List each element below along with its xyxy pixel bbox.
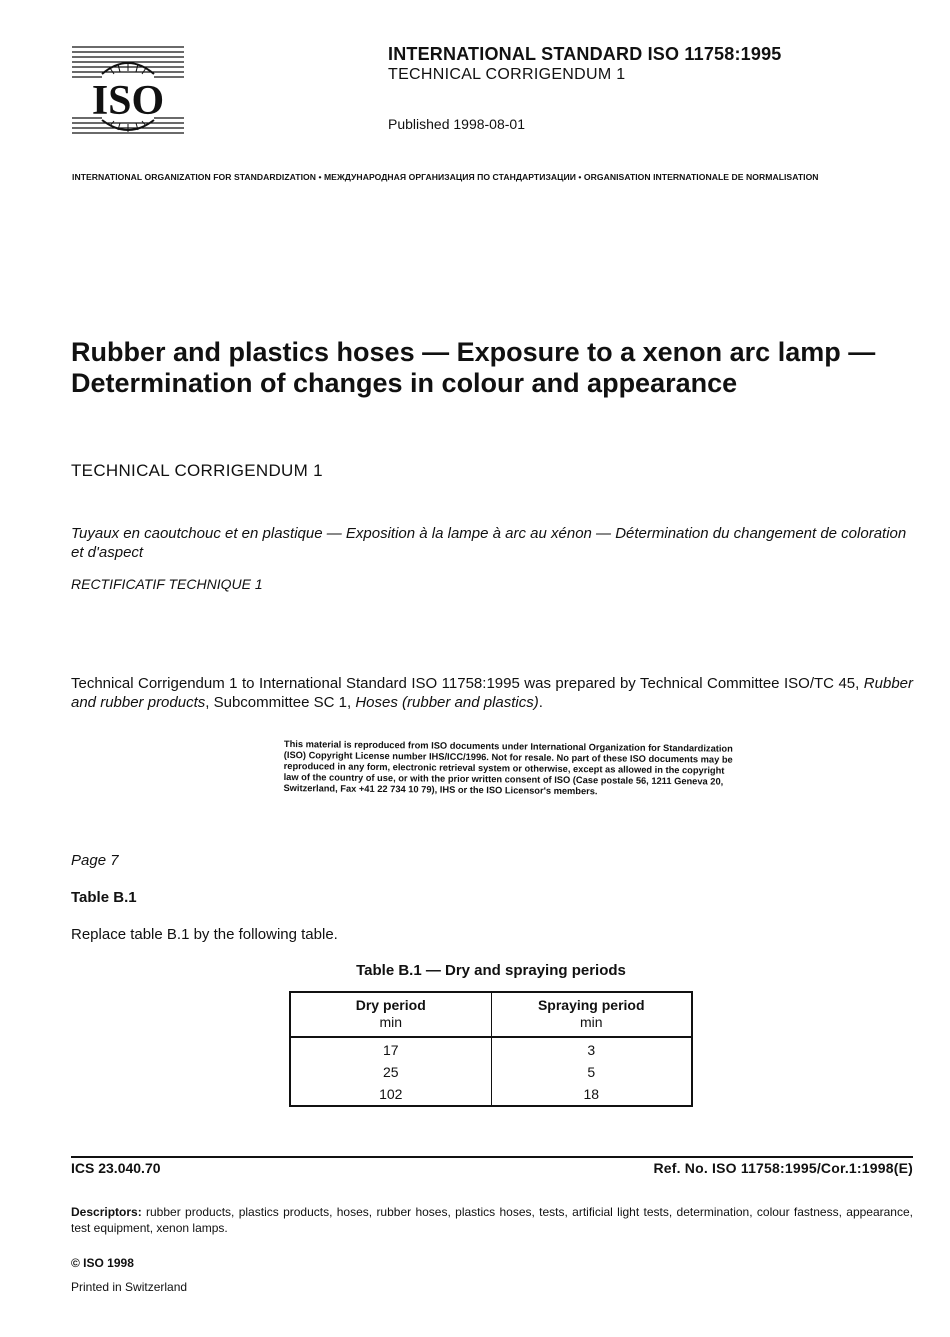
- table-header-row: [290, 992, 692, 1014]
- intro-text-2: , Subcommittee SC 1,: [205, 694, 356, 711]
- iso-logo: [72, 44, 184, 138]
- iso-logo-graphic: [72, 44, 184, 138]
- descriptors-text: rubber products, plastics products, hoses, rubber hoses, plastics hoses, tests, artificial light tests, determination, colour fastness, appearance, test equipment, xenon lamps.: [71, 1205, 913, 1235]
- table-row: [290, 1061, 692, 1083]
- document-title: Rubber and plastics hoses — Exposure to a xenon arc lamp — Determination of changes in colour and appearance: [71, 337, 876, 398]
- cell-spraying: 18: [583, 1086, 600, 1102]
- footer-divider: [71, 1156, 913, 1158]
- cell-dry: 25: [290, 1061, 491, 1083]
- cell-dry: 17: [290, 1037, 491, 1061]
- reference-number: Ref. No. ISO 11758:1995/Cor.1:1998(E): [653, 1160, 913, 1176]
- unit-spraying-period: min: [491, 1014, 692, 1037]
- french-corrigendum-heading: RECTIFICATIF TECHNIQUE 1: [71, 576, 263, 592]
- corrigendum-label: TECHNICAL CORRIGENDUM 1: [388, 66, 626, 83]
- committee-name: Rubber and rubber products: [71, 675, 913, 711]
- standard-title: INTERNATIONAL STANDARD ISO 11758:1995: [388, 44, 782, 64]
- copyright-notice: This material is reproduced from ISO documents under International Organization for Standardization (ISO) Copyright License number IHS/ICC/1996. Not for resale. No part of these ISO documents may be reproduced in any form, electronic retrieval system or otherwise, except as allowed in the copyright law of the country of use, or with the prior written consent of ISO (Case postale 56, 1211 Geneva 20, Switzerland, Fax +41 22 734 10 79), IHS or the ISO Licensor's members.: [283, 739, 733, 797]
- intro-paragraph: [71, 674, 913, 712]
- subcommittee-name: Hoses (rubber and plastics): [355, 694, 539, 711]
- intro-text-1: Technical Corrigendum 1 to International Standard ISO 11758:1995 was prepared by Technical Committee ISO/TC 45,: [71, 675, 864, 692]
- intro-text-3: .: [538, 694, 543, 711]
- table-row: [290, 1083, 692, 1106]
- periods-table: [289, 991, 693, 1107]
- iso-logo-lettering: ISO: [91, 78, 165, 124]
- printed-in: Printed in Switzerland: [71, 1280, 188, 1294]
- table-unit-row: [290, 1014, 692, 1037]
- cell-spraying: 3: [587, 1042, 596, 1058]
- ics-code: ICS 23.040.70: [71, 1160, 161, 1176]
- header-dry-period: Dry period: [290, 992, 491, 1014]
- table-reference: Table B.1: [71, 889, 137, 906]
- copyright-line: © ISO 1998: [71, 1256, 134, 1270]
- corrigendum-heading: TECHNICAL CORRIGENDUM 1: [71, 461, 323, 480]
- cell-spraying: 5: [587, 1064, 596, 1080]
- unit-dry-period: min: [290, 1014, 491, 1037]
- table-caption: Table B.1 — Dry and spraying periods: [356, 962, 626, 979]
- french-title: Tuyaux en caoutchouc et en plastique — Exposition à la lampe à arc au xénon — Détermination du changement de coloration et d'aspect: [71, 525, 907, 561]
- replace-instruction: Replace table B.1 by the following table.: [71, 926, 338, 943]
- cell-dry: 102: [290, 1083, 491, 1106]
- table-row: [290, 1037, 692, 1061]
- descriptors-label: Descriptors:: [71, 1205, 142, 1219]
- page-reference: Page 7: [71, 852, 119, 869]
- organization-line: INTERNATIONAL ORGANIZATION FOR STANDARDIZATION • МЕЖДУНАРОДНАЯ ОРГАНИЗАЦИЯ ПО СТАНДАРТИЗАЦИИ • ORGANISATION INTERNATIONALE DE NORMALISATION: [72, 172, 819, 182]
- header-spraying-period: Spraying period: [537, 997, 645, 1013]
- published-date: Published 1998-08-01: [388, 116, 525, 132]
- descriptors: [71, 1204, 913, 1236]
